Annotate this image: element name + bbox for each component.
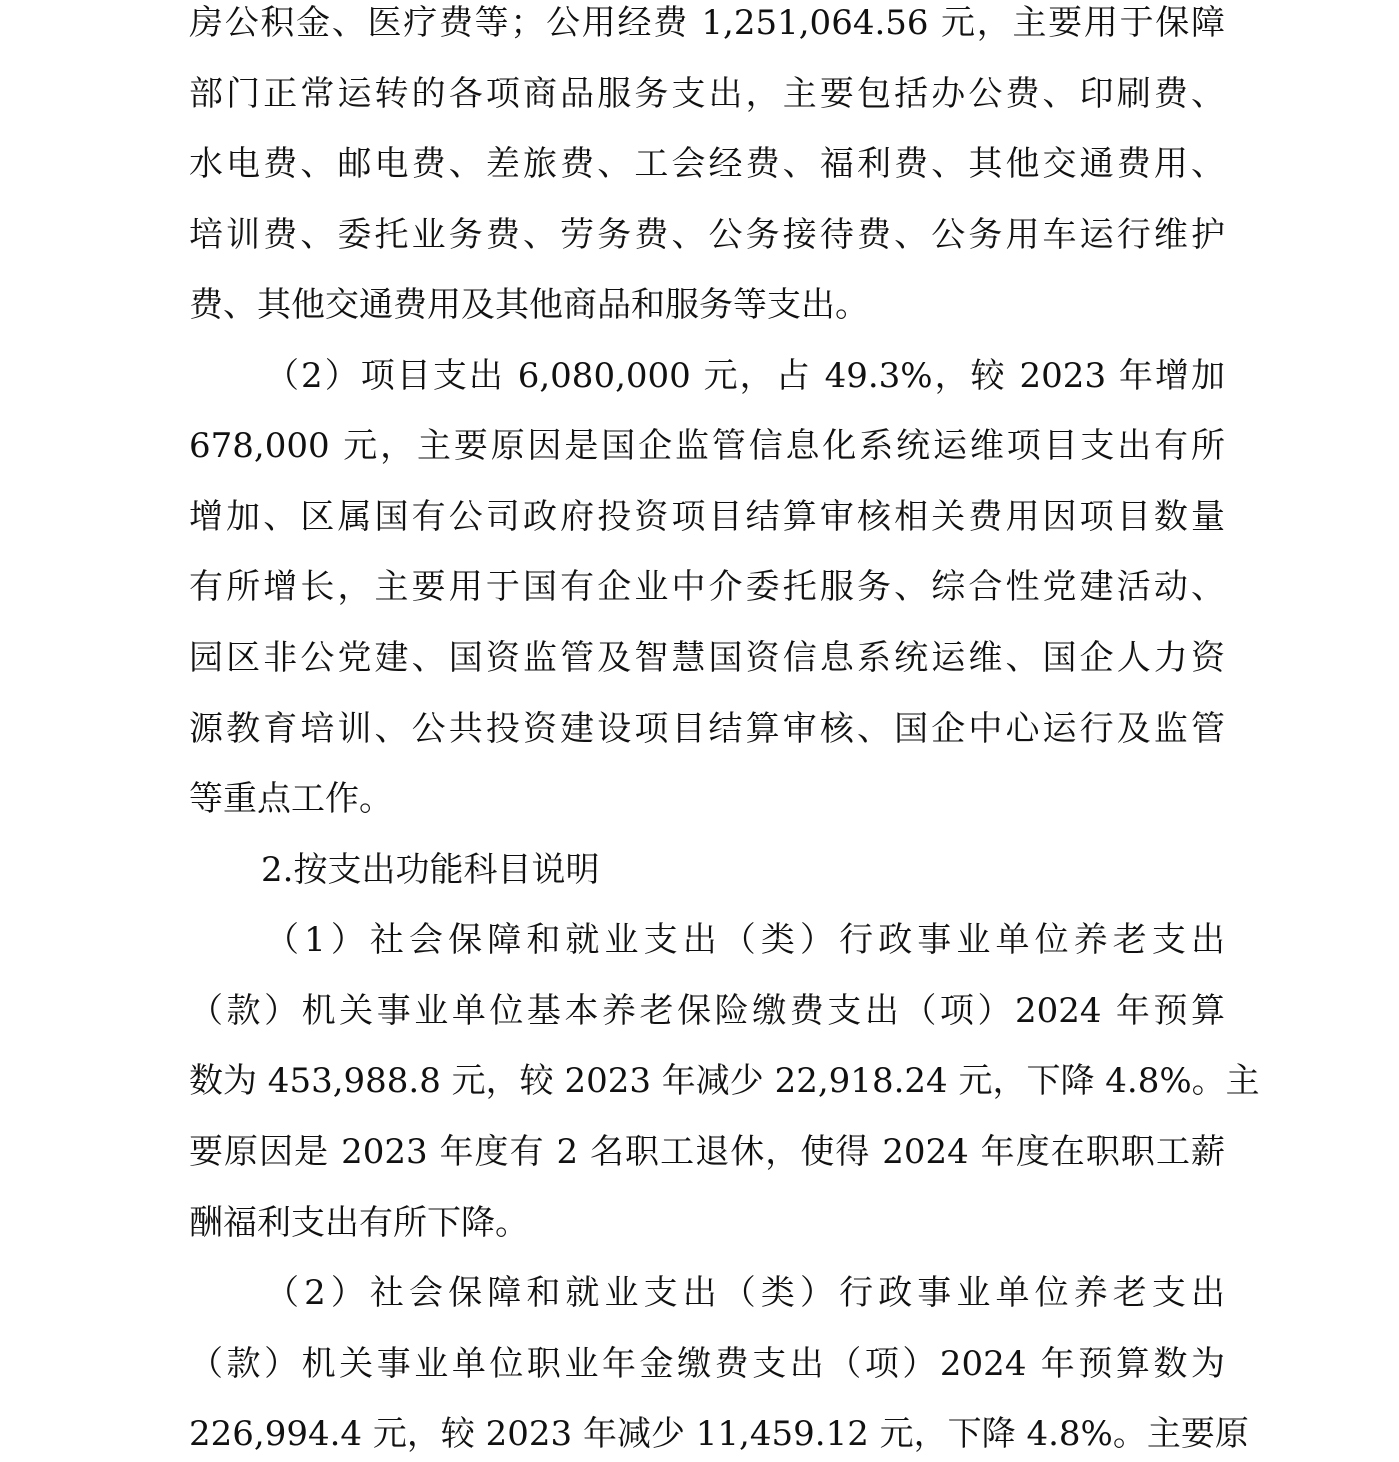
text-line-6: （2）项目支出 6,080,000 元，占 49.3%，较 2023 年增加: [265, 356, 1225, 396]
text-line-14: （1）社会保障和就业支出（类）行政事业单位养老支出: [265, 920, 1225, 960]
text-line-21: 226,994.4 元，较 2023 年减少 11,459.12 元，下降 4.8%。主要原: [189, 1414, 1249, 1454]
text-line-20: （款）机关事业单位职业年金缴费支出（项）2024 年预算数为: [189, 1344, 1225, 1384]
text-line-18: 酬福利支出有所下降。: [189, 1203, 529, 1243]
section-heading: 2.按支出功能科目说明: [261, 850, 600, 890]
text-line-16: 数为 453,988.8 元，较 2023 年减少 22,918.24 元，下降 4.8%。主: [189, 1061, 1260, 1101]
text-line-12: 等重点工作。: [189, 779, 393, 819]
text-line-15: （款）机关事业单位基本养老保险缴费支出（项）2024 年预算: [189, 991, 1225, 1031]
text-line-8: 增加、区属国有公司政府投资项目结算审核相关费用因项目数量: [189, 497, 1225, 537]
text-line-11: 源教育培训、公共投资建设项目结算审核、国企中心运行及监管: [189, 709, 1225, 749]
text-line-9: 有所增长，主要用于国有企业中介委托服务、综合性党建活动、: [189, 567, 1225, 607]
text-line-17: 要原因是 2023 年度有 2 名职工退休，使得 2024 年度在职职工薪: [189, 1132, 1225, 1172]
text-line-7: 678,000 元，主要原因是国企监管信息化系统运维项目支出有所: [189, 426, 1225, 466]
text-line-4: 培训费、委托业务费、劳务费、公务接待费、公务用车运行维护: [189, 215, 1225, 255]
text-line-5: 费、其他交通费用及其他商品和服务等支出。: [189, 285, 869, 325]
text-line-10: 园区非公党建、国资监管及智慧国资信息系统运维、国企人力资: [189, 638, 1225, 678]
text-line-2: 部门正常运转的各项商品服务支出，主要包括办公费、印刷费、: [189, 74, 1225, 114]
text-line-1: 房公积金、医疗费等；公用经费 1,251,064.56 元，主要用于保障: [189, 3, 1225, 43]
text-line-19: （2）社会保障和就业支出（类）行政事业单位养老支出: [265, 1273, 1225, 1313]
text-line-3: 水电费、邮电费、差旅费、工会经费、福利费、其他交通费用、: [189, 144, 1225, 184]
